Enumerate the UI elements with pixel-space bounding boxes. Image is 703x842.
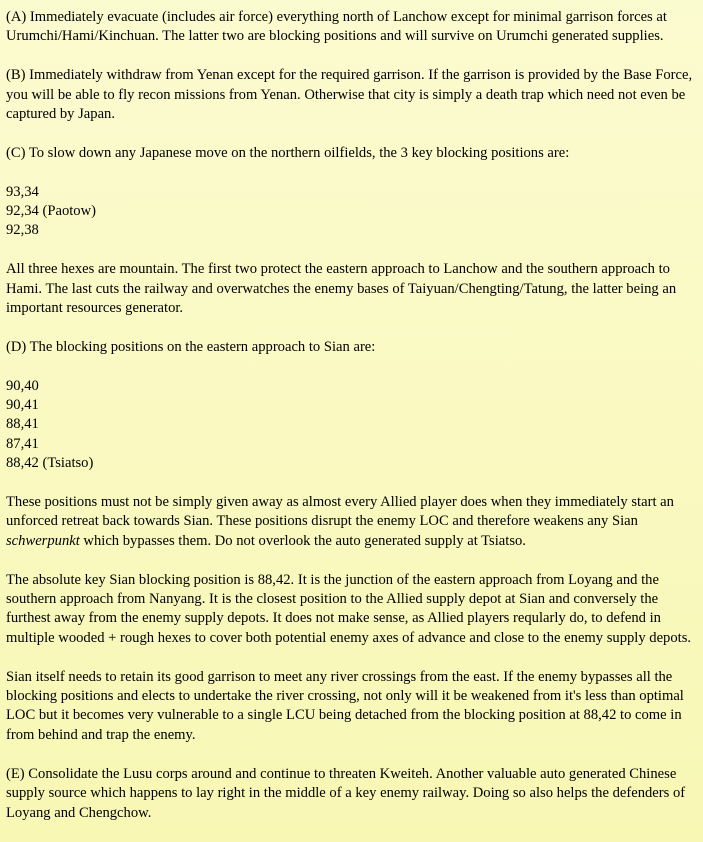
paragraph-c-explanation: All three hexes are mountain. The first two protect the eastern approach to Lanchow and the southern approach to Hami. The last cuts the railway and overwatches the enemy bases of Taiyuan/Chengting/Tatung, the latter being an important resources generator. (6, 261, 677, 317)
emphasis-term: schwerpunkt (6, 532, 80, 549)
paragraph-c: (C) To slow down any Japanese move on the northern oilfields, the 3 key blocking positions are: (6, 144, 570, 161)
coord-item: 90,41 (6, 397, 39, 414)
sian-blocking-positions-list (6, 377, 697, 474)
paragraph-d-sian-garrison: Sian itself needs to retain its good garrison to meet any river crossings from the east. If the enemy bypasses all the blocking positions and elects to undertake the river crossing, not only will it be weakened from it's less than optimal LOC but it becomes very vulnerable to a single LCU being detached from the blocking position at 88,42 to come in from behind and trap the enemy. (6, 668, 684, 743)
paragraph-d-key-position: The absolute key Sian blocking position is 88,42. It is the junction of the eastern approach from Loyang and the southern approach from Nanyang. It is the closest position to the Allied supply depot at Sian and conversely the furthest away from the enemy supply depots. It does not make sense, as Allied players reqularly do, to defend in multiple wooded + rough hexes to cover both potential enemy axes of advance and close to the enemy supply depots. (6, 571, 692, 646)
coord-item: 92,38 (6, 222, 39, 239)
text-run: which bypasses them. Do not overlook the auto generated supply at Tsiatso. (79, 532, 526, 549)
paragraph-e: (E) Consolidate the Lusu corps around and continue to threaten Kweiteh. Another valuable auto generated Chinese supply source which happens to lay right in the middle of a key enemy railway. Doing so also helps the defenders of Loyang and Chengchow. (6, 765, 686, 821)
coord-item: 88,41 (6, 416, 39, 433)
coord-item: 87,41 (6, 435, 39, 452)
paragraph-a: (A) Immediately evacuate (includes air force) everything north of Lanchow except for minimal garrison forces at Urumchi/Hami/Kinchuan. The latter two are blocking positions and will survive on Urumchi generated supplies. (6, 9, 667, 45)
coord-item: 90,40 (6, 377, 39, 394)
paragraph-d: (D) The blocking positions on the eastern approach to Sian are: (6, 338, 376, 355)
northern-blocking-positions-list (6, 183, 697, 241)
paragraph-d-positions-note (6, 493, 697, 551)
coord-item: 93,34 (6, 183, 39, 200)
text-run: These positions must not be simply given away as almost every Allied player does when they immediately start an unforced retreat back towards Sian. These positions disrupt the enemy LOC and therefore weakens any Sian (6, 494, 674, 530)
coord-item: 88,42 (Tsiatso) (6, 455, 94, 472)
coord-item: 92,34 (Paotow) (6, 203, 96, 220)
paragraph-b: (B) Immediately withdraw from Yenan except for the required garrison. If the garrison is provided by the Base Force, you will be able to fly recon missions from Yenan. Otherwise that city is simply a death trap which need not even be captured by Japan. (6, 67, 693, 123)
